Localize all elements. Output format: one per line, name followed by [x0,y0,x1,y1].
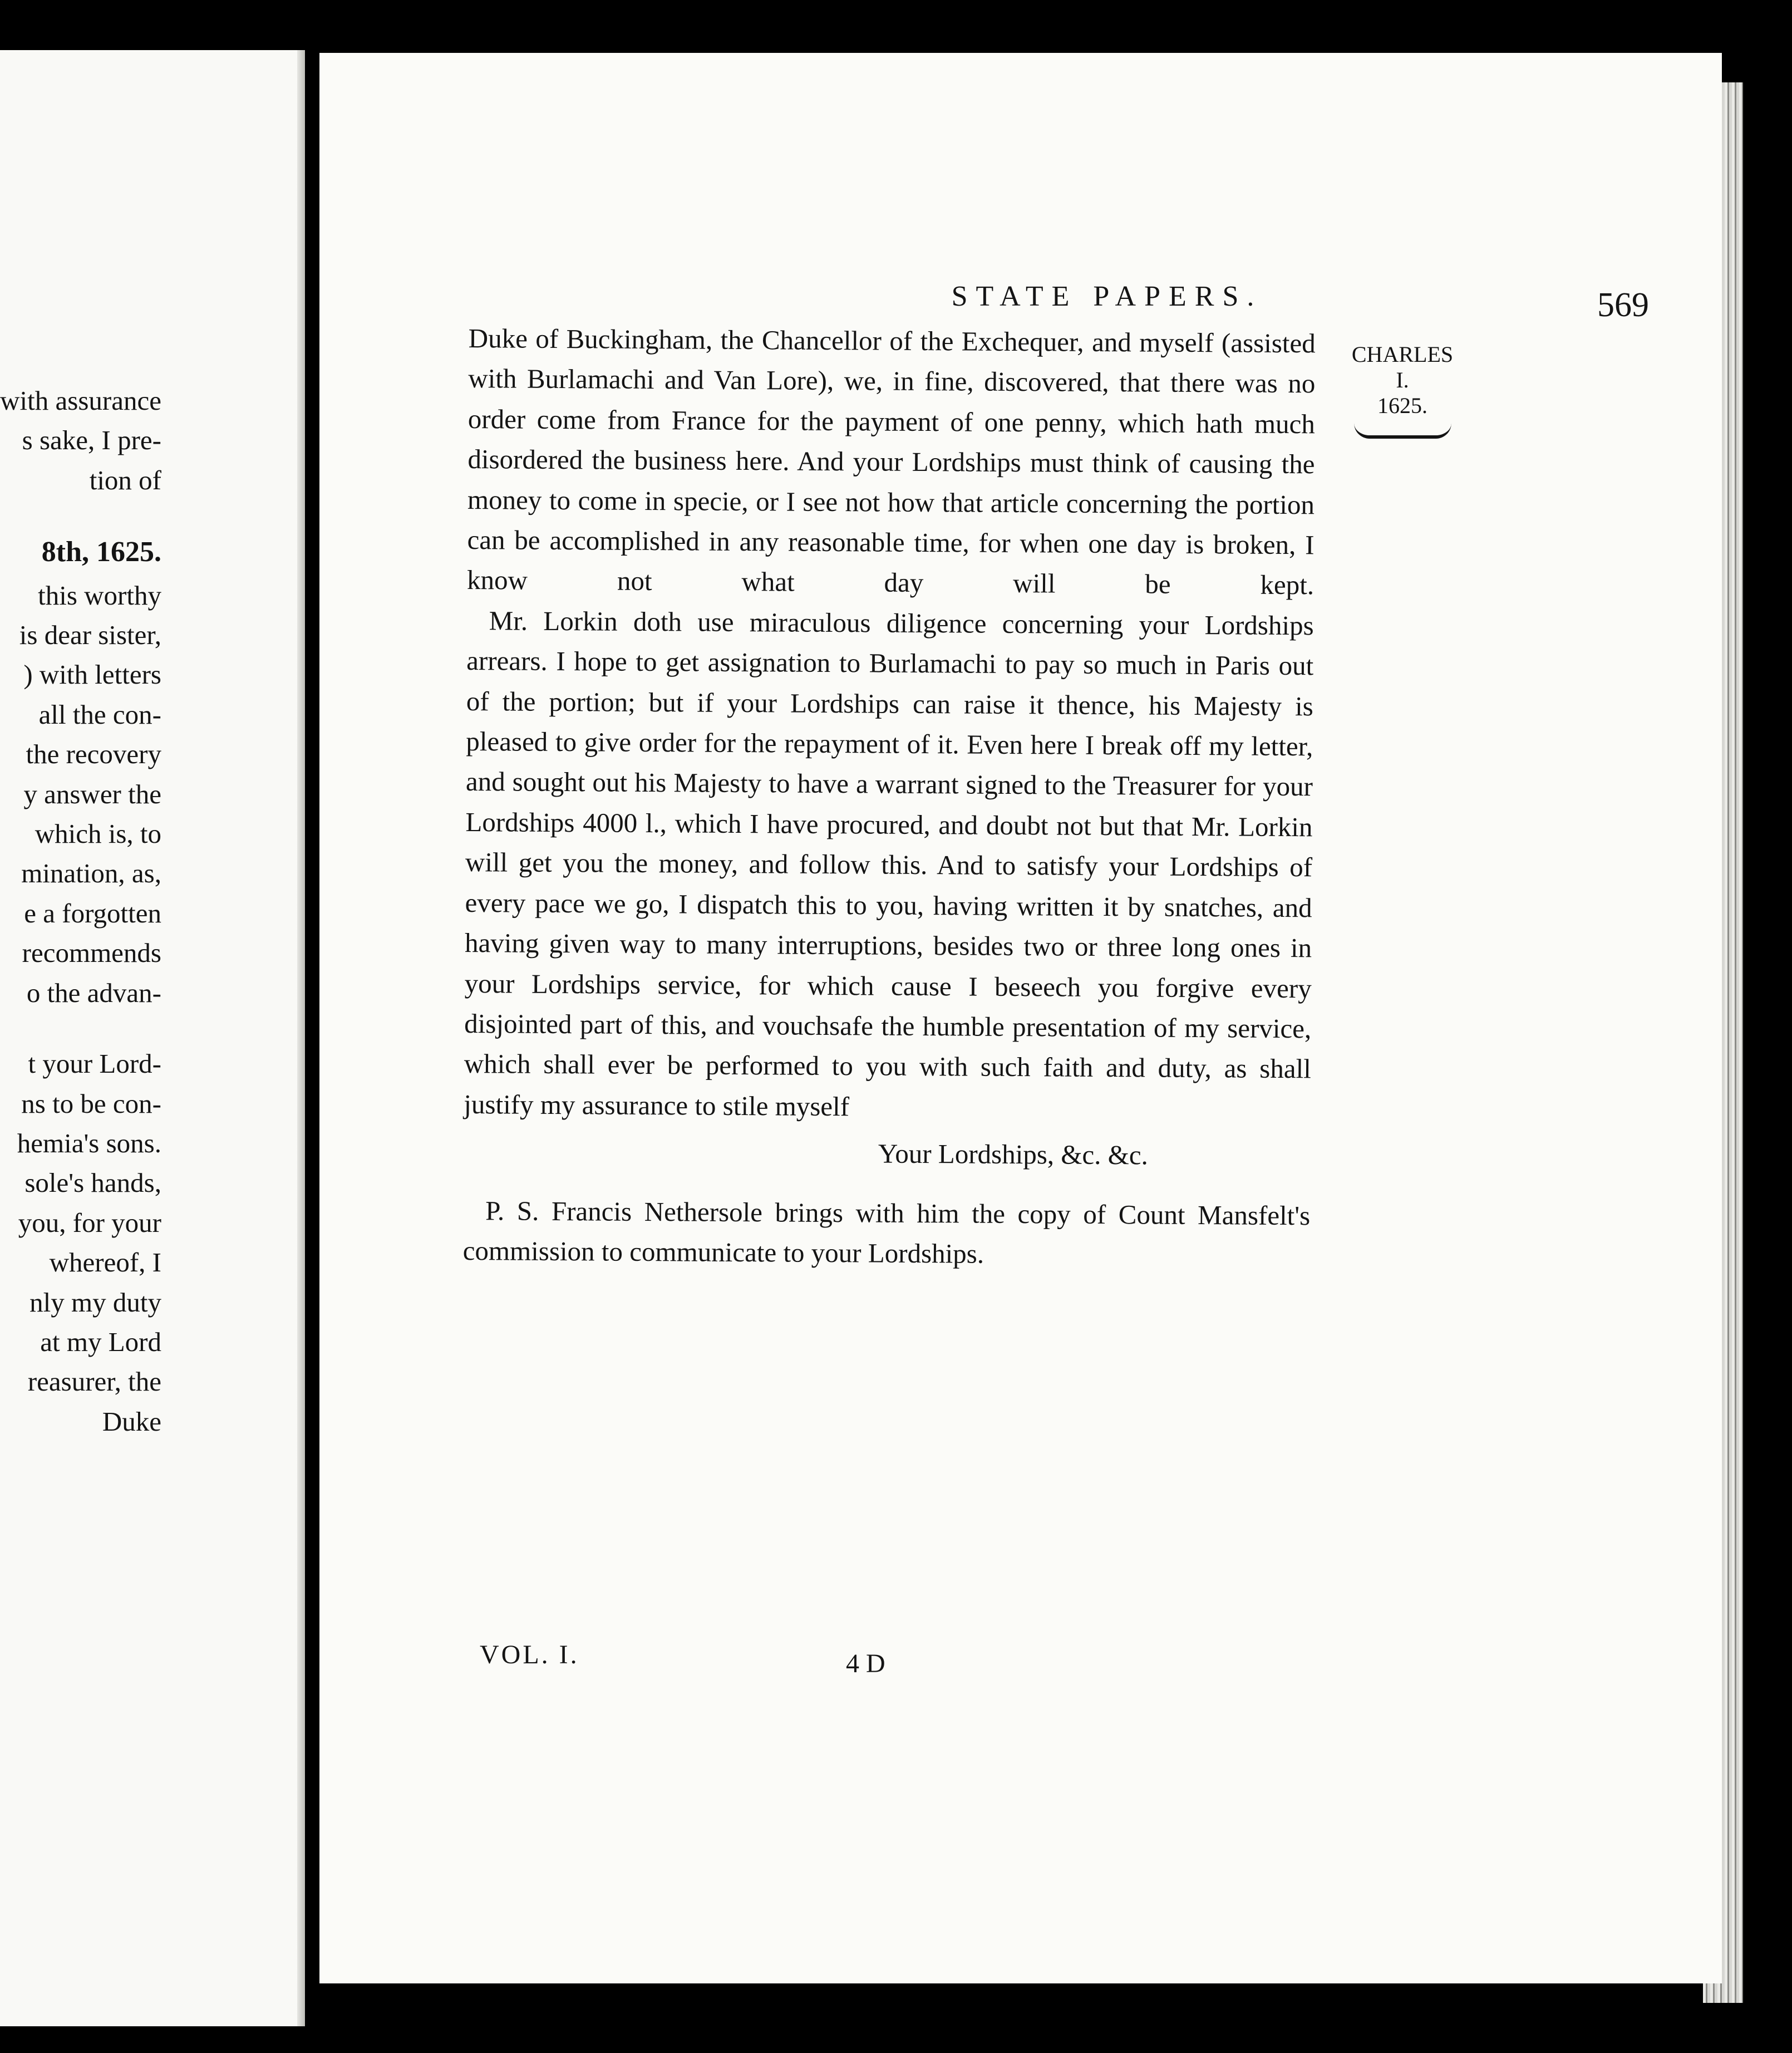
left-line: you, for your [18,1207,161,1238]
margin-note [1347,342,1458,439]
left-line: Duke [102,1406,161,1437]
left-line: y answer the [23,778,161,809]
left-line-date: 8th, 1625. [41,536,161,568]
postscript: P. S. Francis Nethersole brings with him the copy of Count Mansfelt's commission to communicate to your Lordships. [462,1195,1311,1269]
right-page [319,53,1722,1983]
left-line: sole's hands, [24,1167,161,1199]
left-line: this worthy [38,579,161,611]
margin-brace [1354,423,1451,439]
running-head: STATE PAPERS. [951,281,1263,312]
letter-body [462,318,1316,1304]
left-page-text [0,381,161,1441]
left-line: o the advan- [26,977,161,1008]
left-line: whereof, I [49,1247,161,1278]
left-line: ns to be con- [21,1088,161,1119]
left-line: reasurer, the [27,1366,161,1397]
closing-salutation: Your Lordships, &c. &c. [878,1138,1149,1171]
margin-note-year: 1625. [1377,393,1427,418]
left-line: all the con- [38,699,161,730]
page-number: 569 [1597,286,1649,324]
left-line: with assurance [0,385,161,416]
left-line: ) with letters [23,659,161,690]
left-line: at my Lord [40,1326,161,1357]
margin-note-name: CHARLES [1351,342,1454,367]
left-line: tion of [89,464,161,495]
left-line: e a forgotten [24,897,161,929]
left-line: the recovery [26,739,161,770]
paragraph-1: Duke of Buckingham, the Chancellor of the Exchequer, and myself (assisted with Burlamachi and Van Lore), we, in fine, discovered, that there was no order come from France for the payment of one penny, which hath much disordered the business here. And your Lordships must think of causing the money to come in specie, or I see not how that article concerning the portion can be accomplished in any reasonable time, for when one day is broken, I know not what day will be kept. [466,322,1316,601]
volume-label: VOL. I. [480,1640,579,1669]
left-line: mination, as, [21,858,161,889]
left-line: which is, to [35,818,161,849]
left-facing-page [0,50,305,2026]
left-line: recommends [22,937,161,969]
left-line: hemia's sons. [17,1127,161,1158]
left-line: is dear sister, [19,620,161,651]
paragraph-2: Mr. Lorkin doth use miraculous diligence concerning your Lordships arrears. I hope to get assignation to Burlamachi to pay so much in Paris out of the portion; but if your Lordships can raise it thence, his Majesty is pleased to give order for the repayment of it. Even here I break off my letter, and sought out his Majesty to have a warrant signed to the Treasurer for your Lordships 4000 l., which I have procured, and doubt not but that Mr. Lorkin will get you the money, and follow this. And to satisfy your Lordships of every pace we go, I dispatch this to you, having written it by snatches, and having given way to many interruptions, besides two or three long ones in your Lordships service, for which cause I beseech you forgive every disjointed part of this, and vouchsafe the humble presentation of my service, which shall ever be performed to you with such faith and duty, as shall justify my assurance to stile myself [464,605,1314,1122]
left-line: s sake, I pre- [22,425,161,456]
left-line: t your Lord- [28,1048,161,1079]
left-line: nly my duty [29,1286,161,1318]
signature-mark: 4 D [846,1649,885,1678]
margin-note-numeral: I. [1396,367,1409,392]
page-gutter-shadow [297,50,305,2026]
